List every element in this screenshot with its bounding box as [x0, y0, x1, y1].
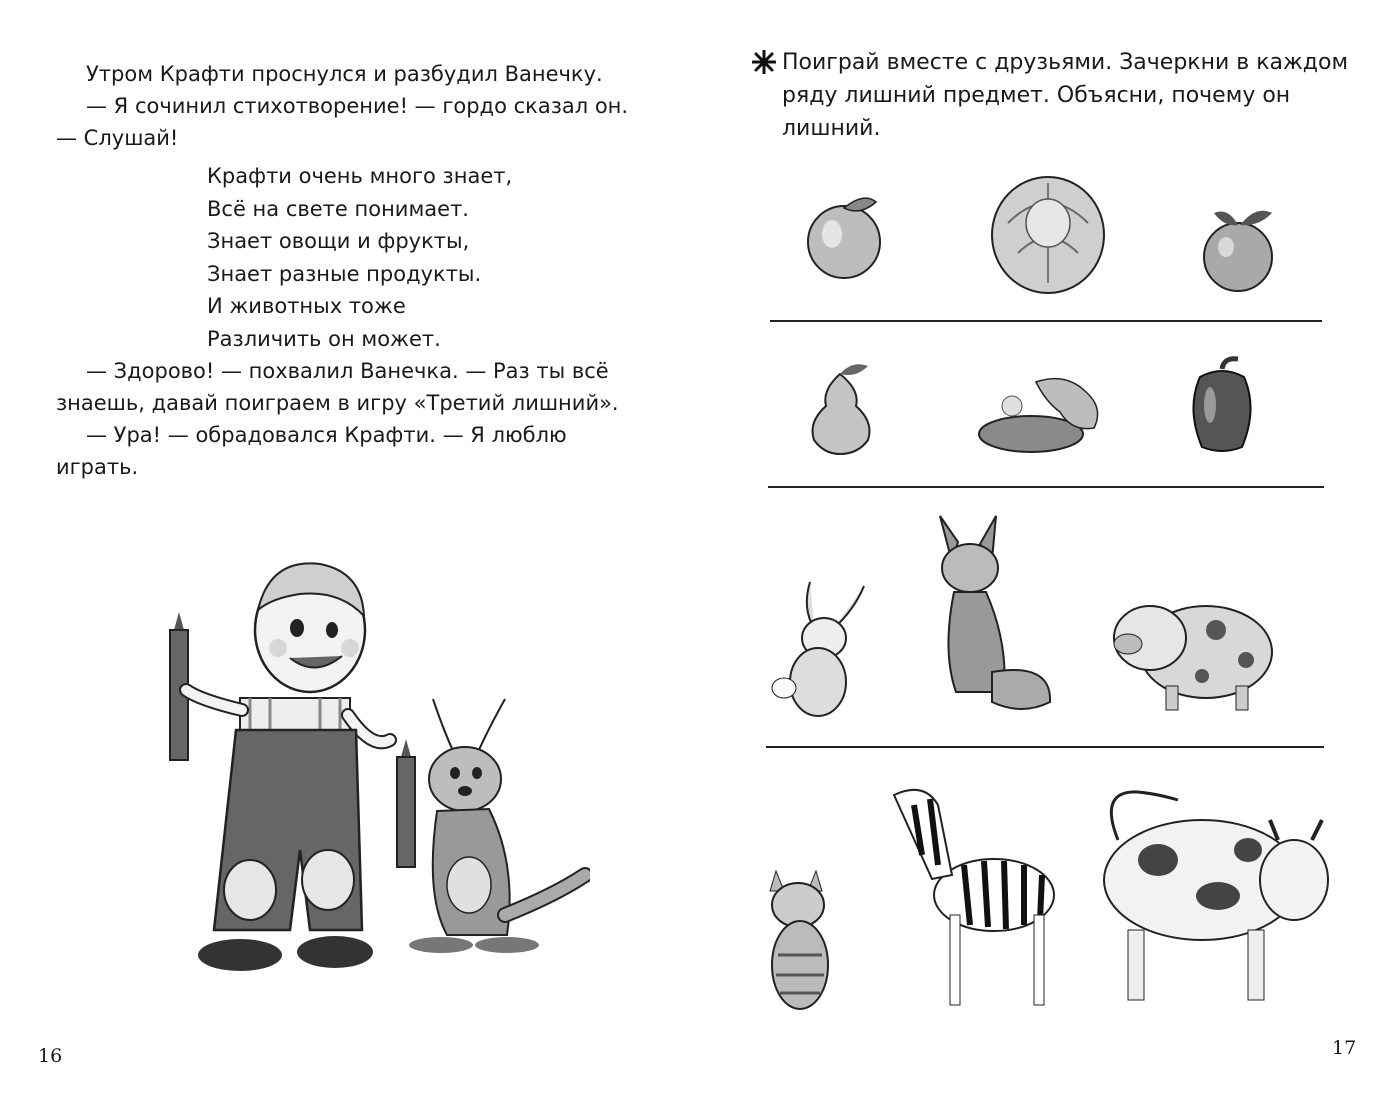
task-instruction [752, 46, 1352, 145]
orange-illustration [1198, 203, 1283, 293]
paragraph-4: — Ура! — обрадовался Крафти. — Я люблю играть. [56, 423, 567, 479]
right-page [700, 0, 1399, 1102]
kangaroo-illustration [385, 695, 590, 975]
paragraph-1: Утром Крафти проснулся и разбудил Ванечку. [86, 62, 603, 86]
cabbage-illustration [988, 163, 1108, 298]
pear-illustration [804, 360, 876, 455]
poem-line: Знает овощи и фрукты, [207, 229, 470, 253]
apple-illustration [802, 190, 886, 280]
task-text: Поиграй вместе с друзьями. Зачеркни в каждом ряду лишний предмет. Объясни, почему он лишний. [782, 50, 1349, 141]
rabbit-illustration [768, 578, 880, 718]
dialogue-text [56, 355, 648, 483]
poem-line: Различить он может. [207, 326, 441, 351]
page-number: 17 [1332, 1037, 1357, 1059]
pepper-illustration [1186, 355, 1258, 455]
row-divider [766, 746, 1324, 748]
row-divider [770, 320, 1322, 322]
page-number: 16 [38, 1045, 63, 1067]
paragraph-3: — Здорово! — похвалил Ванечка. — Раз ты всё знаешь, давай поиграем в игру «Третий лишний». [56, 359, 619, 415]
paragraph-2: — Я сочинил стихотворение! — гордо сказал он. — Слушай! [56, 94, 629, 150]
fox-illustration [932, 512, 1058, 717]
poem-line: Знает разные продукты. [207, 261, 482, 286]
row-divider [768, 486, 1324, 488]
pig-illustration [1106, 590, 1282, 715]
cucumber-illustration [976, 372, 1111, 457]
boy-illustration [150, 550, 410, 990]
poem-line: Крафти очень много знает, [207, 164, 513, 188]
star-icon [752, 50, 776, 74]
poem-line: И животных тоже [207, 294, 406, 318]
poem-line: Всё на свете понимает. [207, 196, 469, 221]
cow-illustration [1098, 780, 1334, 1010]
intro-text [56, 58, 648, 154]
cat-illustration [758, 865, 840, 1015]
poem [207, 160, 512, 355]
zebra-illustration [874, 775, 1064, 1015]
